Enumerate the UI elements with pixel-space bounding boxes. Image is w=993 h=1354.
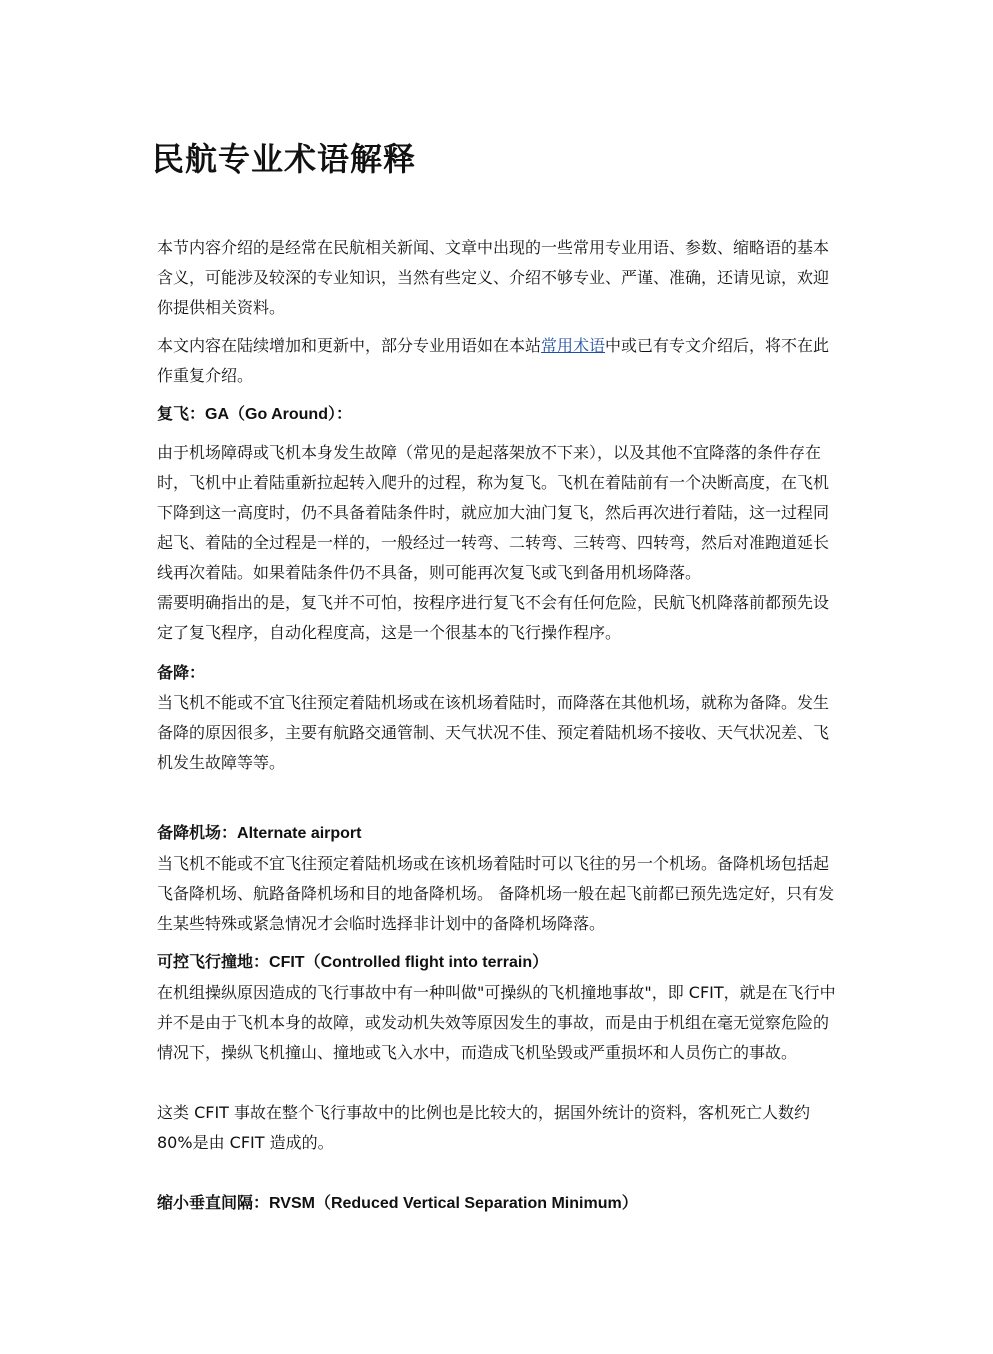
go-around-heading-en: GA（Go Around）：: [205, 406, 352, 423]
rvsm-heading-en: RVSM（Reduced Vertical Separation Minimum）: [269, 1195, 638, 1212]
rvsm-heading-cn: 缩小垂直间隔：: [157, 1193, 270, 1212]
alternate-airport-definition: 当飞机不能或不宜飞往预定着陆机场或在该机场着陆时可以飞往的另一个机场。备降机场包括起飞备降机场、航路备降机场和目的地备降机场。 备降机场一般在起飞前都已预先选定好，只有发生某些特殊或紧急情况才会临时选择非计划中的备降机场降落。: [157, 854, 835, 933]
diversion-definition: 当飞机不能或不宜飞往预定着陆机场或在该机场着陆时，而降落在其他机场，就称为备降。发生备降的原因很多，主要有航路交通管制、天气状况不佳、预定着陆机场不接收、天气状况差、飞机发生故障等等。: [157, 693, 830, 772]
common-terms-link[interactable]: 常用术语: [541, 336, 606, 355]
diversion-heading: 备降：: [157, 663, 206, 682]
rvsm-heading: [157, 1188, 842, 1219]
update-note-paragraph: [157, 331, 842, 391]
page-title: 民航专业术语解释: [152, 140, 417, 178]
go-around-heading-cn: 复飞：: [157, 404, 206, 423]
cfit-heading-cn: 可控飞行撞地：: [157, 952, 270, 971]
cfit-heading-en: CFIT（Controlled flight into terrain）: [269, 954, 549, 971]
go-around-heading: [157, 399, 842, 430]
alternate-airport-heading-en: Alternate airport: [237, 825, 362, 842]
cfit-definition: 在机组操纵原因造成的飞行事故中有一种叫做"可操纵的飞机撞地事故"，即 CFIT，就是在飞行中并不是由于飞机本身的故障，或发动机失效等原因发生的事故，而是由于机组在毫无觉察危险的情况下，操纵飞机撞山、撞地或飞入水中，而造成飞机坠毁或严重损坏和人员伤亡的事故。: [157, 983, 836, 1062]
intro-paragraph: 本节内容介绍的是经常在民航相关新闻、文章中出现的一些常用专业用语、参数、缩略语的基本含义，可能涉及较深的专业知识，当然有些定义、介绍不够专业、严谨、准确，还请见谅，欢迎你提供相关资料。: [157, 238, 830, 317]
alternate-airport-heading: [157, 818, 842, 849]
go-around-note: 需要明确指出的是，复飞并不可怕，按程序进行复飞不会有任何危险，民航飞机降落前都预先设定了复飞程序，自动化程度高，这是一个很基本的飞行操作程序。: [157, 593, 830, 642]
cfit-statistics: 这类 CFIT 事故在整个飞行事故中的比例也是比较大的，据国外统计的资料，客机死亡人数约80%是由 CFIT 造成的。: [157, 1103, 811, 1152]
go-around-definition: 由于机场障碍或飞机本身发生故障（常见的是起落架放不下来），以及其他不宜降落的条件存在时，飞机中止着陆重新拉起转入爬升的过程，称为复飞。飞机在着陆前有一个决断高度，在飞机下降到这一高度时，仍不具备着陆条件时，就应加大油门复飞，然后再次进行着陆，这一过程同起飞、着陆的全过程是一样的，一般经过一转弯、二转弯、三转弯、四转弯，然后对准跑道延长线再次着陆。如果着陆条件仍不具备，则可能再次复飞或飞到备用机场降落。: [157, 443, 830, 582]
update-note-text-after: 中或已有专文介绍后，将不在此作重复介绍。: [157, 336, 830, 385]
document-body: [157, 233, 842, 1219]
update-note-text-before: 本文内容在陆续增加和更新中，部分专业用语如在本站: [157, 336, 542, 355]
cfit-heading: [157, 947, 842, 978]
alternate-airport-heading-cn: 备降机场：: [157, 823, 238, 842]
